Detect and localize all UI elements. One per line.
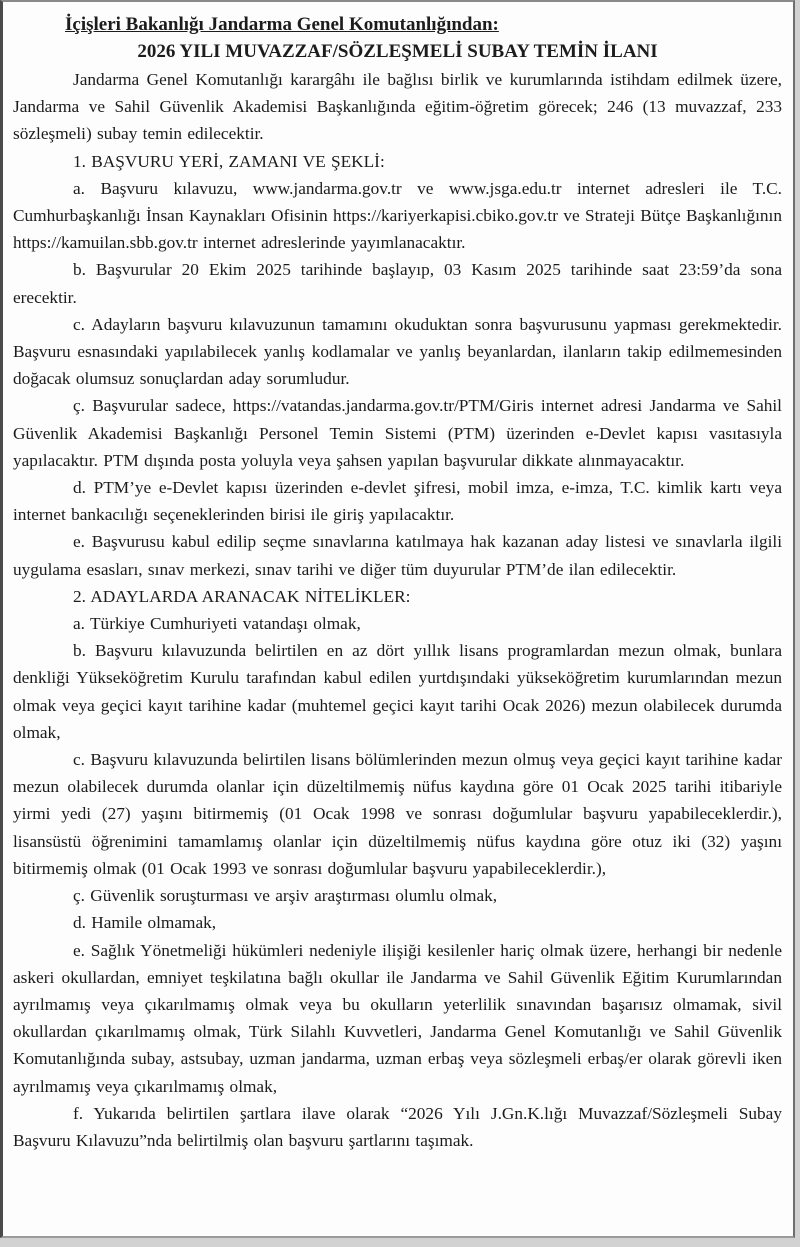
section-2-item-c: c. Başvuru kılavuzunda belirtilen lisans bölümlerinden mezun olmuş veya geçici kayıt tarihine kadar mezun olabilecek durumda olanlar için düzeltilmemiş nüfus kaydına göre 01 Ocak 2025 tarihi itibariyle yirmi yedi (27) yaşını bitirmemiş (01 Ocak 1998 ve sonrası doğumlular başvuru yapabileceklerdir.), lisansüstü öğrenimini tamamlamış olanlar için düzeltilmemiş nüfus kaydına göre otuz iki (32) yaşını bitirmemiş olmak (01 Ocak 1993 ve sonrası doğumlular başvuru yapabileceklerdir.), [13, 750, 782, 878]
section-2-item-f: f. Yukarıda belirtilen şartlara ilave olarak “2026 Yılı J.Gn.K.lığı Muvazzaf/Sözleşmeli Subay Başvuru Kılavuzu”nda belirtilmiş olan başvuru şartlarını taşımak. [13, 1103, 782, 1150]
section-1-item-b: b. Başvurular 20 Ekim 2025 tarihinde başlayıp, 03 Kasım 2025 tarihinde saat 23:59’da sona erecektir. [13, 260, 782, 307]
document-title: 2026 YILI MUVAZZAF/SÖZLEŞMELİ SUBAY TEMİN İLANI [137, 41, 658, 62]
section-1-item-a: a. Başvuru kılavuzu, www.jandarma.gov.tr ve www.jsga.edu.tr internet adresleri ile T.C. Cumhurbaşkanlığı İnsan Kaynakları Ofisinin https://kariyerkapisi.cbiko.gov.tr ve Strateji Bütçe Başkanlığının https://kamuilan.sbb.gov.tr internet adreslerinde yayımlanacaktır. [13, 178, 782, 253]
section-2-item-d: d. Hamile olmamak, [73, 913, 217, 933]
section-2-item-b: b. Başvuru kılavuzunda belirtilen en az dört yıllık lisans programlardan mezun olmak, bunlara denkliği Yükseköğretim Kurulu tarafından kabul edilen yurtdışındaki yükseköğretim kurumlarından mezun olmak veya geçici kayıt tarihine kadar (muhtemel geçici kayıt tarihi Ocak 2026) mezun olabilecek durumda olmak, [13, 641, 782, 742]
section-1-item-c-cedilla: ç. Başvurular sadece, https://vatandas.jandarma.gov.tr/PTM/Giris internet adresi Jandarma ve Sahil Güvenlik Akademisi Başkanlığı Personel Temin Sistemi (PTM) üzerinden e-Devlet kapısı vasıtasıyla yapılacaktır. PTM dışında posta yoluyla veya şahsen yapılan başvurular dikkate alınmayacaktır. [13, 396, 782, 470]
section-1-item-e: e. Başvurusu kabul edilip seçme sınavlarına katılmaya hak kazanan aday listesi ve sınavlarla ilgili uygulama esasları, sınav merkezi, sınav tarihi ve diğer tüm duyurular PTM’de ilan edilecektir. [13, 532, 782, 579]
section-2-heading: 2. ADAYLARDA ARANACAK NİTELİKLER: [73, 586, 411, 606]
section-1-item-d: d. PTM’ye e-Devlet kapısı üzerinden e-devlet şifresi, mobil imza, e-imza, T.C. kimlik kartı veya internet bankacılığı seçeneklerinden birisi ile giriş yapılacaktır. [13, 478, 782, 525]
section-2-item-a: a. Türkiye Cumhuriyeti vatandaşı olmak, [73, 614, 361, 634]
intro-paragraph: Jandarma Genel Komutanlığı karargâhı ile bağlısı birlik ve kurumlarında istihdam edilmek üzere, Jandarma ve Sahil Güvenlik Akademisi Başkanlığında eğitim-öğretim görecek; 246 (13 muvazzaf, 233 sözleşmeli) subay temin edilecektir. [13, 70, 782, 144]
section-2-item-e: e. Sağlık Yönetmeliği hükümleri nedeniyle ilişiği kesilenler hariç olmak üzere, herhangi bir nedenle askeri okullardan, emniyet teşkilatına bağlı okullar ile Jandarma ve Sahil Güvenlik Eğitim Kurumlarından ayrılmamış veya çıkarılmamış olmak veya bu okulların yeterlilik sınavından başarısız olmamak, sivil okullardan çıkarılmamış olmak, Türk Silahlı Kuvvetleri, Jandarma Genel Komutanlığı ve Sahil Güvenlik Komutanlığında subay, astsubay, uzman jandarma, uzman erbaş veya sözleşmeli erbaş/er olarak görevli iken ayrılmamış veya çıkarılmamış olmak, [13, 940, 782, 1096]
section-1-item-c: c. Adayların başvuru kılavuzunun tamamını okuduktan sonra başvurusunu yapması gerekmektedir. Başvuru esnasındaki yapılabilecek yanlış kodlamalar ve yanlış beyanlardan, ilanların takip edilmemesinden doğacak olumsuz sonuçlardan aday sorumludur. [13, 314, 782, 389]
section-1-heading: 1. BAŞVURU YERİ, ZAMANI VE ŞEKLİ: [73, 151, 385, 171]
issuer-heading: İçişleri Bakanlığı Jandarma Genel Komutanlığından: [65, 14, 499, 35]
section-2-item-c-cedilla: ç. Güvenlik soruşturması ve arşiv araştırması olumlu olmak, [73, 886, 498, 906]
